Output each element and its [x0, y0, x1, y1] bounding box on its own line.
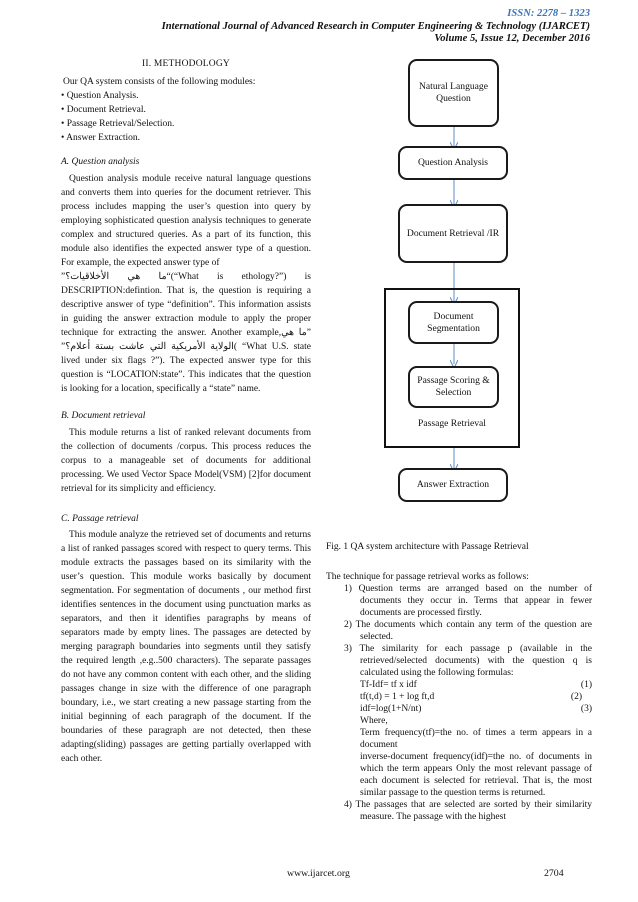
formula-number: (2)	[570, 692, 582, 702]
list-item: 4) The passages that are selected are sorted by their similarity measure. The passage with the highest	[344, 800, 592, 822]
formula-number: (3)	[580, 704, 592, 714]
formula: tf(t,d) = 1 + log ft,d	[360, 692, 435, 702]
group-label: Passage Retrieval	[418, 418, 486, 429]
technique-block	[326, 571, 592, 823]
node-answer-extraction: Answer Extraction	[398, 468, 508, 502]
passage-retrieval-title: C. Passage retrieval	[61, 514, 139, 524]
where-label: Where,	[360, 716, 388, 726]
list-item: 2) The documents which contain any term of the question are selected.	[344, 620, 592, 642]
formula-row	[360, 679, 592, 691]
formula: idf=log(1+N/nt)	[360, 704, 422, 714]
figure-caption: Fig. 1 QA system architecture with Passage Retrieval	[326, 542, 529, 552]
module-item: • Answer Extraction.	[61, 133, 141, 143]
tf-definition: Term frequency(tf)=the no. of times a term appears in a document	[360, 728, 592, 750]
document-retrieval-body	[61, 426, 311, 496]
paragraph: Question analysis module receive natural language questions and converts them into queries for the document retriever. This process includes mapping the user’s question into query by employing sophisticated question analysis techniques to generate complex and structured queries. As a part of its function, this module also identifies the expected answer type of a question. For example, the expected answer type of	[61, 174, 311, 268]
formula-row	[360, 691, 592, 703]
question-analysis-body	[61, 172, 311, 396]
module-item: • Document Retrieval.	[61, 105, 146, 115]
list-item: 1) Question terms are arranged based on the number of documents they occur in. Terms that appear in fewer documents are processed firstly.	[344, 584, 592, 618]
formula: Tf-Idf= tf x idf	[360, 680, 417, 690]
arabic-example-1: “ما هي الأخلاقيات؟”	[61, 272, 171, 282]
issn: ISSN: 2278 – 1323	[507, 8, 590, 19]
paragraph: “ما هي الأخلاقيات؟”(“What is ethology?”) is DESCRIPTION:defintion. That is, the question is requiring a descriptive answer of type “definition”. This information assists in guiding the answer extraction module to apply the proper technique for extracting the answer. Another example,”ما هي الولاية الأمريكية التي عاشت بستة أعلام؟”( “What U.S. state lived under six flags ?”). The expected answer type for this question is “LOCATION:state”. This indicates that the question is looking for a location, specifically a “state” name.	[61, 272, 312, 394]
technique-list	[326, 583, 592, 823]
module-item: • Question Analysis.	[61, 91, 139, 101]
volume-info: Volume 5, Issue 12, December 2016	[434, 33, 590, 44]
methodology-intro-block	[61, 75, 311, 145]
node-document-retrieval: Document Retrieval /IR	[398, 204, 508, 263]
page-number: 2704	[544, 868, 564, 879]
document-retrieval-title: B. Document retrieval	[61, 411, 146, 421]
node-passage-scoring: Passage Scoring & Selection	[408, 366, 499, 408]
formulas	[344, 679, 592, 799]
list-item: 3) The similarity for each passage p (available in the retrieved/selected documents) with the question q is calculated using the following formulas:	[344, 644, 592, 678]
module-item: • Passage Retrieval/Selection.	[61, 119, 175, 129]
modules-list	[61, 89, 311, 145]
technique-intro: The technique for passage retrieval works as follows:	[326, 572, 529, 582]
node-document-segmentation: Document Segmentation	[408, 301, 499, 344]
paragraph: This module analyze the retrieved set of documents and returns a list of ranked passages scored with respect to query terms. This module extracts the passages based on its similarity with the user’s question. This module works basically by document segmentation. For segmentation of documents , our method first identifies sentences in the document using punctuation marks as separators, and then it identifies paragraphs by means of separators made by empty lines. The passages are detected by merging paragraph boundaries into segments until they satisfy the required length ,e.g..500 characters). The separate passages do not have any common content with each other, and the sliding passages change in size with the difference of one paragraph boundary, i.e., we start creating a new passage starting from the initial beginning of each paragraph of the document. If the boundaries of these paragraph are not detected, then these adapting(sliding) passages are getting partially overlapped with each other.	[61, 530, 311, 764]
formula-row	[360, 703, 592, 715]
journal-title: International Journal of Advanced Research in Computer Engineering & Technology (IJARCET)	[161, 21, 590, 32]
arabic-example-2: ”ما هي الولاية الأمريكية التي عاشت بستة أعلام؟”	[61, 328, 311, 352]
modules-intro: Our QA system consists of the following modules:	[63, 77, 256, 87]
question-analysis-title: A. Question analysis	[61, 157, 140, 167]
methodology-heading: II. METHODOLOGY	[142, 59, 230, 69]
passage-retrieval-body	[61, 528, 311, 766]
idf-definition: inverse-document frequency(idf)=the no. of documents in which the term appears Only the most relevant passage of each document is selected for retrieval. That is, the most similar passage to the question terms is returned.	[360, 752, 592, 798]
node-question-analysis: Question Analysis	[398, 146, 508, 180]
node-natural-language-question: Natural Language Question	[408, 59, 499, 127]
footer-url: www.ijarcet.org	[287, 868, 350, 879]
paragraph: This module returns a list of ranked relevant documents from the collection of documents /corpus. This process reduces the corpus to a manageable set of documents for additional processing. We used Vector Space Model(VSM) [2]for document retrieval for its simplicity and efficiency.	[61, 428, 311, 494]
formula-number: (1)	[580, 680, 592, 690]
